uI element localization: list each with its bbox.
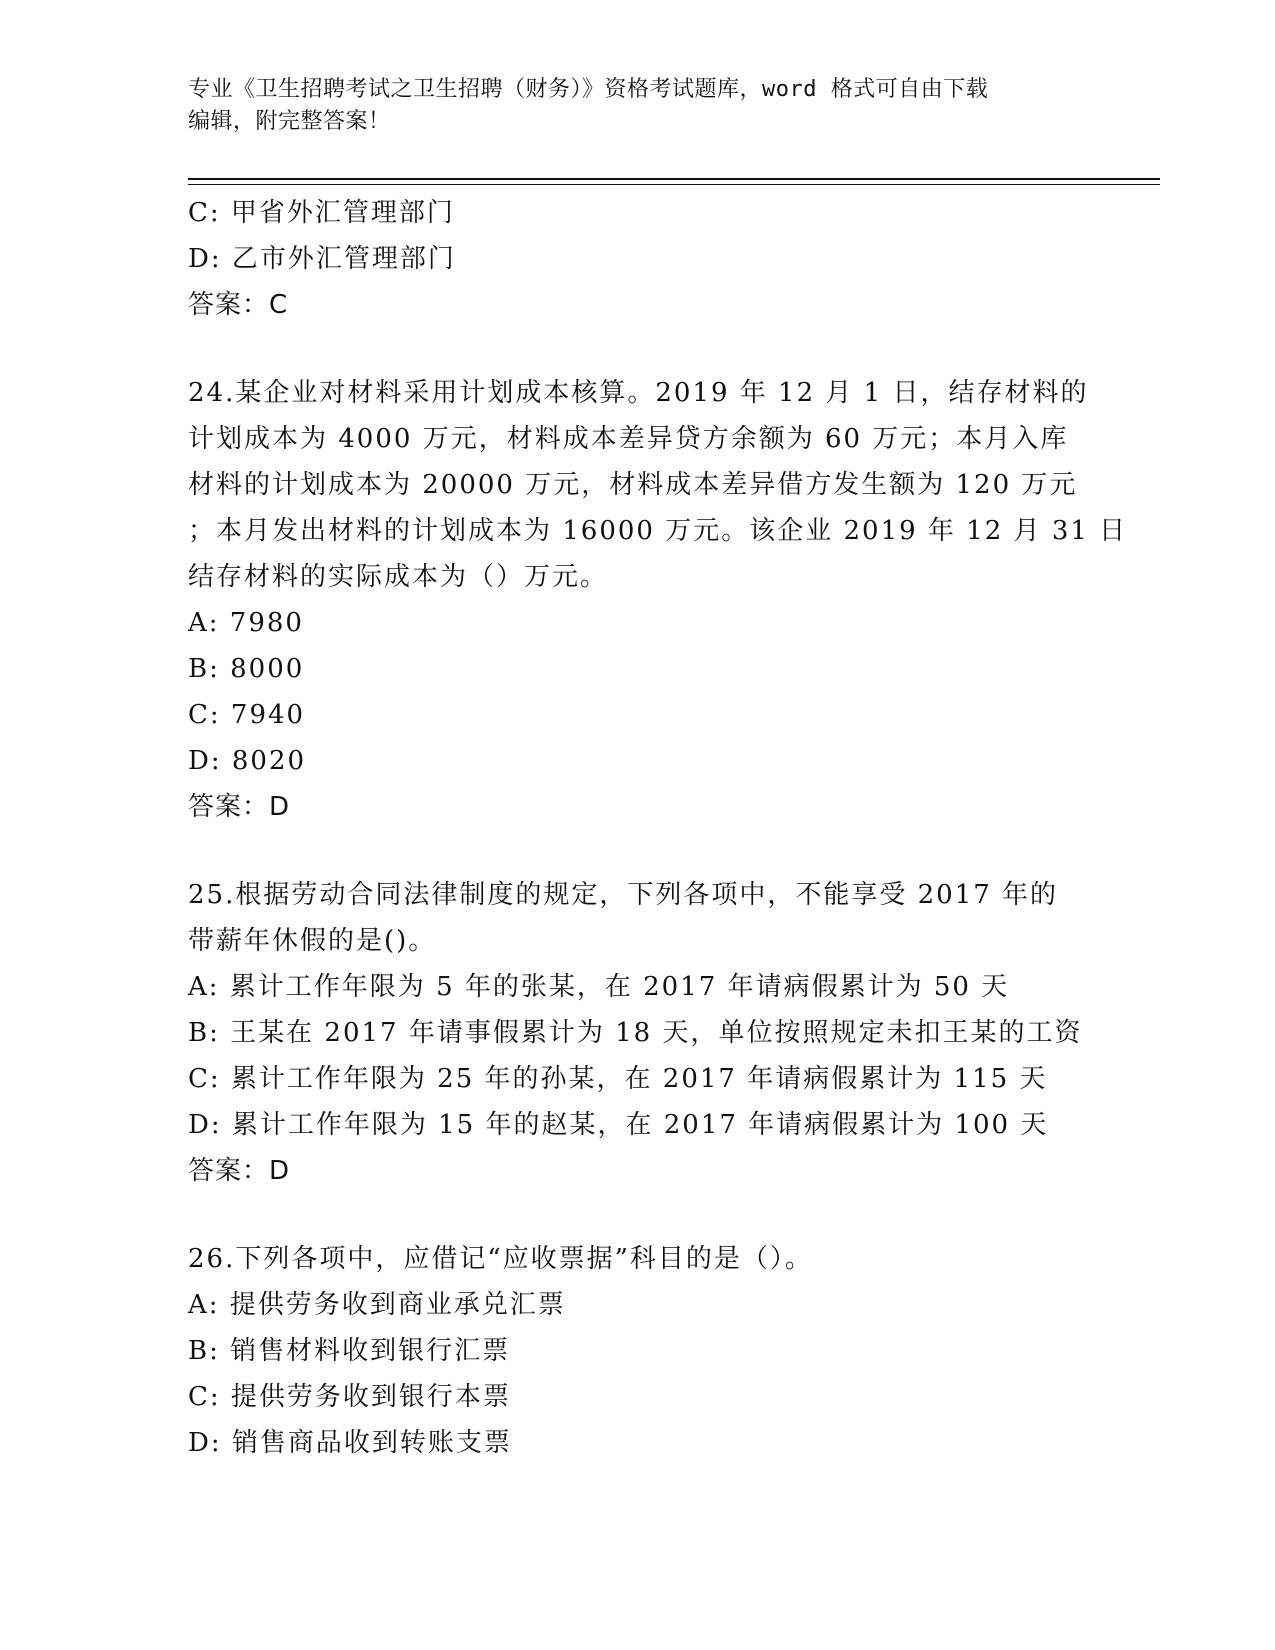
option-c: C: 甲省外汇管理部门: [188, 198, 455, 228]
option-d: D: 8020: [188, 746, 307, 776]
question-24: [188, 370, 1128, 830]
question-26: [188, 1236, 1088, 1466]
answer-line: 答案：D: [188, 1156, 291, 1186]
question-stem-line: 结存材料的实际成本为（）万元。: [188, 562, 609, 592]
option-c: C: 7940: [188, 700, 306, 730]
header-line-2: 编辑，附完整答案！: [188, 109, 391, 134]
header-divider-thick: [188, 178, 1160, 180]
question-stem-line: 材料的计划成本为 20000 万元，材料成本差异借方发生额为 120 万元: [188, 470, 1078, 500]
answer-line: 答案：D: [188, 792, 291, 822]
option-a: A: 7980: [188, 608, 304, 638]
question-stem-line: 计划成本为 4000 万元，材料成本差异贷方余额为 60 万元；本月入库: [188, 424, 1069, 454]
question-stem-line: 25.根据劳动合同法律制度的规定，下列各项中，不能享受 2017 年的: [188, 880, 1059, 910]
answer-line: 答案：C: [188, 290, 289, 320]
question-23: [188, 190, 1088, 328]
document-header: [188, 74, 1088, 138]
option-c: C: 累计工作年限为 25 年的孙某，在 2017 年请病假累计为 115 天: [188, 1064, 1048, 1094]
option-c: C: 提供劳务收到银行本票: [188, 1382, 511, 1412]
option-b: B: 王某在 2017 年请事假累计为 18 天，单位按照规定未扣王某的工资: [188, 1018, 1083, 1048]
option-b: B: 8000: [188, 654, 305, 684]
header-line-1: 专业《卫生招聘考试之卫生招聘（财务）》资格考试题库，word 格式可自由下载: [188, 77, 989, 102]
option-b: B: 销售材料收到银行汇票: [188, 1336, 511, 1366]
header-divider-thin: [188, 184, 1160, 185]
question-stem-line: 24.某企业对材料采用计划成本核算。2019 年 12 月 1 日，结存材料的: [188, 378, 1089, 408]
option-a: A: 提供劳务收到商业承兑汇票: [188, 1290, 566, 1320]
option-d: D: 销售商品收到转账支票: [188, 1428, 512, 1458]
option-d: D: 乙市外汇管理部门: [188, 244, 456, 274]
question-content: [188, 190, 1128, 1466]
option-d: D: 累计工作年限为 15 年的赵某，在 2017 年请病假累计为 100 天: [188, 1110, 1049, 1140]
option-a: A: 累计工作年限为 5 年的张某，在 2017 年请病假累计为 50 天: [188, 972, 1010, 1002]
question-stem-line: 26.下列各项中，应借记“应收票据”科目的是（）。: [188, 1244, 813, 1274]
question-stem-line: 带薪年休假的是()。: [188, 926, 437, 956]
question-stem-line: ；本月发出材料的计划成本为 16000 万元。该企业 2019 年 12 月 31 日: [188, 516, 1128, 546]
question-25: [188, 872, 1088, 1194]
